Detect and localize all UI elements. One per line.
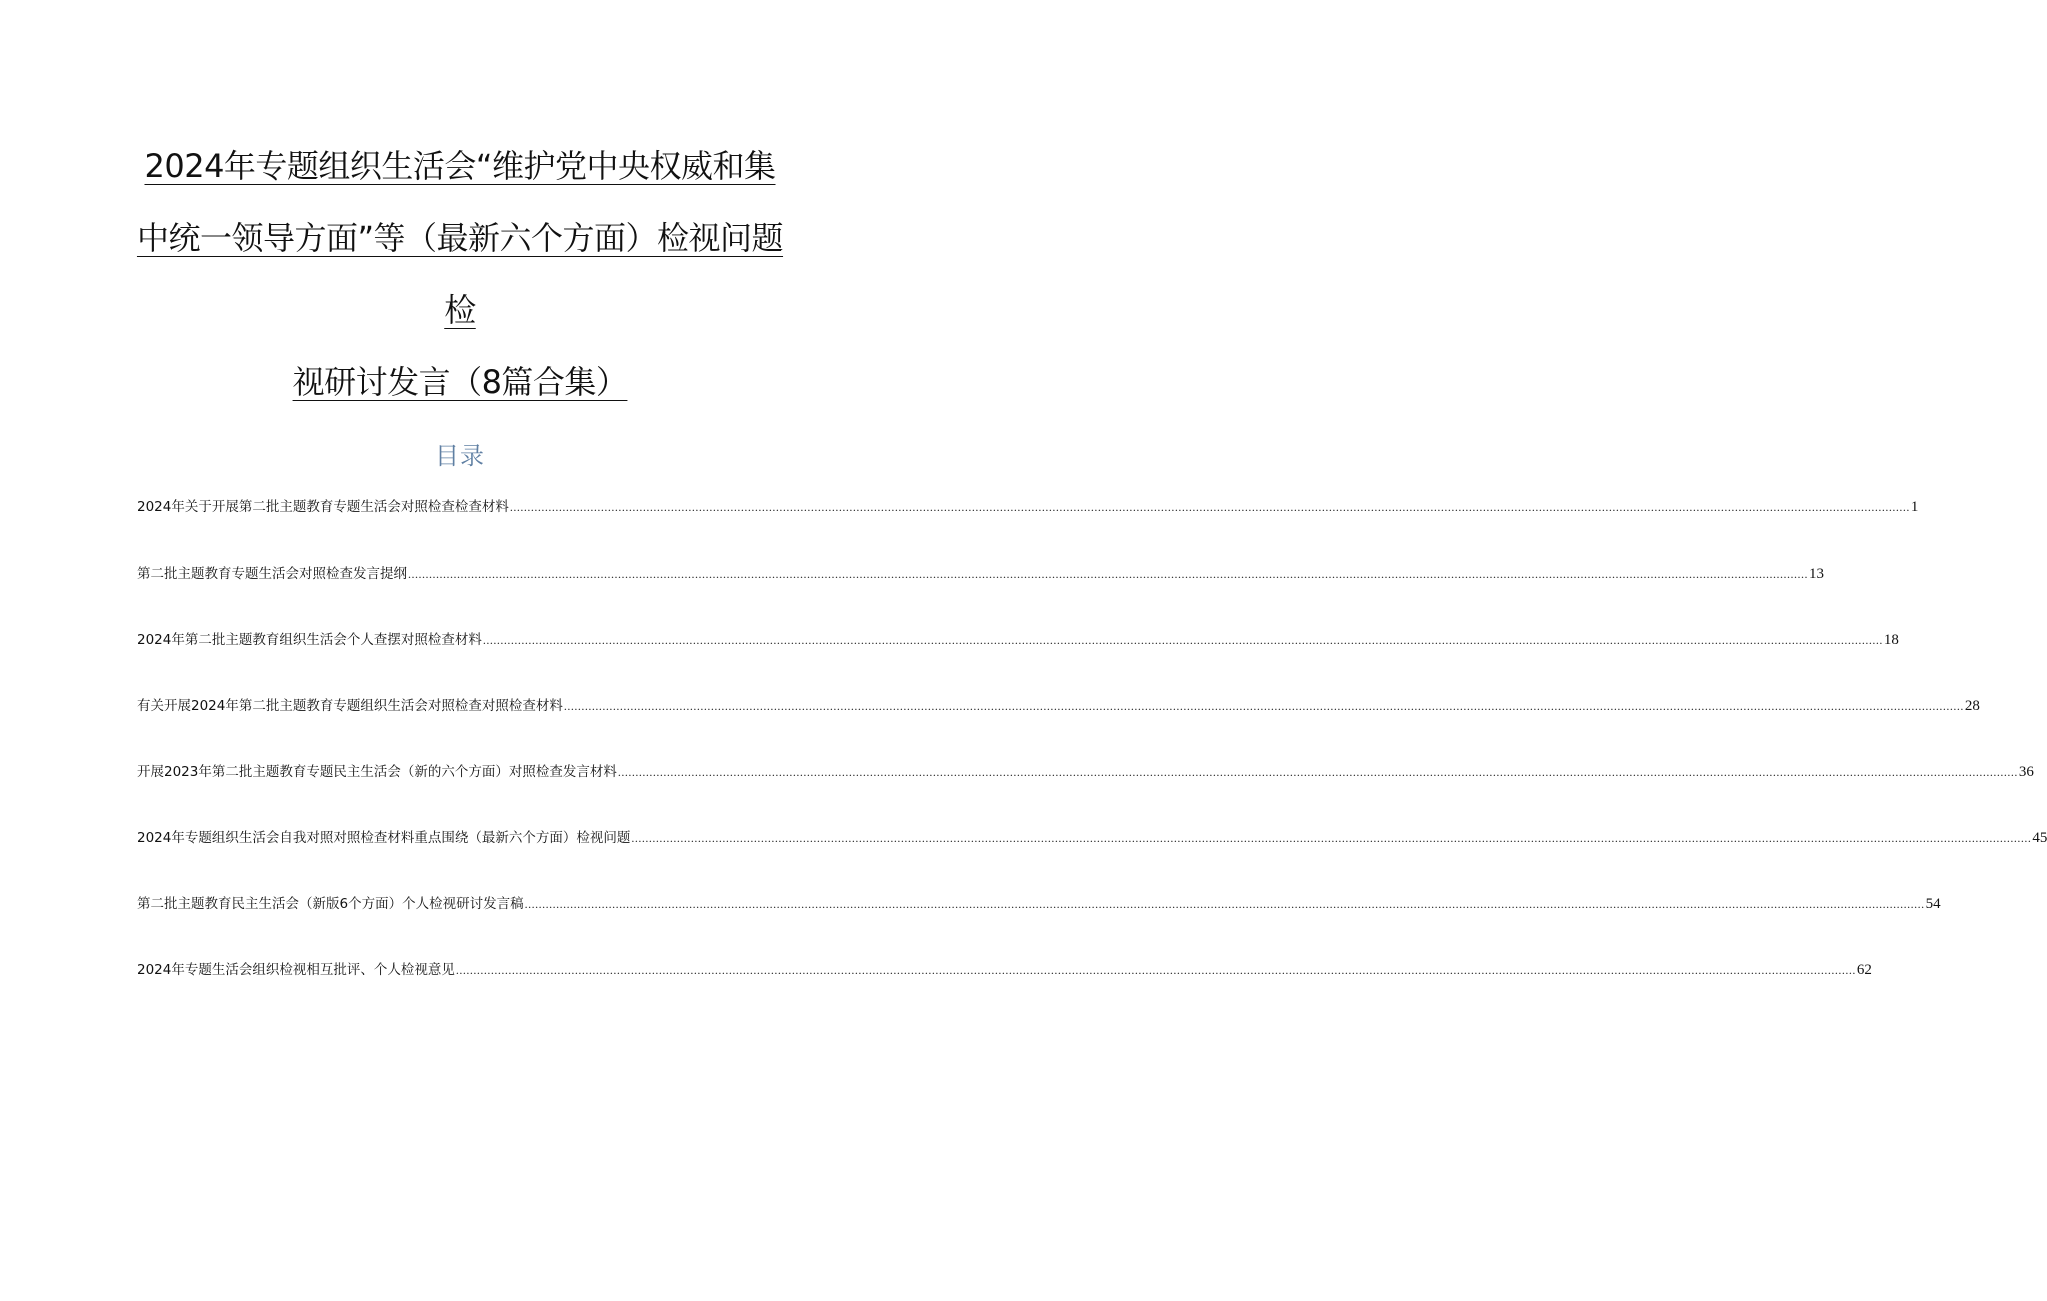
toc-entry[interactable] (137, 957, 1872, 983)
document-title (0, 130, 920, 418)
toc-dot-leader: ................................................................................................................................................................................................................................................................................................................................................................................................................ (631, 831, 2032, 845)
title-line-2: 中统一领导方面”等（最新六个方面）检视问题 (136, 219, 784, 257)
toc-heading: 目录 (435, 442, 485, 470)
toc-dot-leader: ................................................................................................................................................................................................................................................................................................................................................................................................................ (563, 699, 1964, 713)
toc-entry-page: 36 (2018, 764, 2034, 780)
toc-entry[interactable] (137, 759, 2034, 785)
toc-entry-label: 第二批主题教育民主生活会（新版6个方面）个人检视研讨发言稿 (137, 896, 524, 912)
title-line-3: 检 (444, 291, 476, 329)
toc-entry-label: 2024年关于开展第二批主题教育专题生活会对照检查检查材料 (137, 499, 509, 515)
toc-dot-leader: ................................................................................................................................................................................................................................................................................................................................................................................................................ (509, 500, 1910, 514)
toc-entry-label: 2024年专题生活会组织检视相互批评、个人检视意见 (137, 962, 455, 978)
toc-dot-leader: ................................................................................................................................................................................................................................................................................................................................................................................................................ (617, 765, 2018, 779)
toc-entry[interactable] (137, 561, 1824, 587)
toc-entry-page: 1 (1910, 499, 1919, 515)
toc-entry-label: 2024年专题组织生活会自我对照对照检查材料重点围绕（最新六个方面）检视问题 (137, 830, 631, 846)
title-line-4: 视研讨发言（8篇合集） (292, 363, 628, 401)
toc-entry[interactable] (137, 825, 2047, 851)
toc-entry-page: 28 (1964, 698, 1980, 714)
toc-entry-page: 13 (1809, 566, 1824, 582)
toc-entry-label: 第二批主题教育专题生活会对照检查发言提纲 (137, 566, 407, 582)
toc-entry-page: 18 (1883, 632, 1899, 648)
toc-entry[interactable] (137, 891, 1941, 917)
toc-entry-label: 2024年第二批主题教育组织生活会个人查摆对照检查材料 (137, 632, 482, 648)
toc-entry-label: 开展2023年第二批主题教育专题民主生活会（新的六个方面）对照检查发言材料 (137, 764, 617, 780)
toc-entry-page: 54 (1925, 896, 1941, 912)
title-line-1: 2024年专题组织生活会“维护党中央权威和集 (144, 147, 776, 185)
toc-entry[interactable] (137, 494, 1919, 520)
toc-dot-leader: ................................................................................................................................................................................................................................................................................................................................................................................................................ (482, 633, 1883, 647)
toc-dot-leader: ................................................................................................................................................................................................................................................................................................................................................................................................................ (455, 963, 1856, 977)
toc-dot-leader: ................................................................................................................................................................................................................................................................................................................................................................................................................ (524, 897, 1925, 911)
toc-dot-leader: ................................................................................................................................................................................................................................................................................................................................................................................................................ (408, 567, 1808, 581)
toc-entry[interactable] (137, 627, 1899, 653)
toc-entry-label: 有关开展2024年第二批主题教育专题组织生活会对照检查对照检查材料 (137, 698, 563, 714)
toc-entry[interactable] (137, 693, 1980, 719)
toc-entry-page: 45 (2032, 830, 2047, 846)
toc-entry-page: 62 (1856, 962, 1872, 978)
